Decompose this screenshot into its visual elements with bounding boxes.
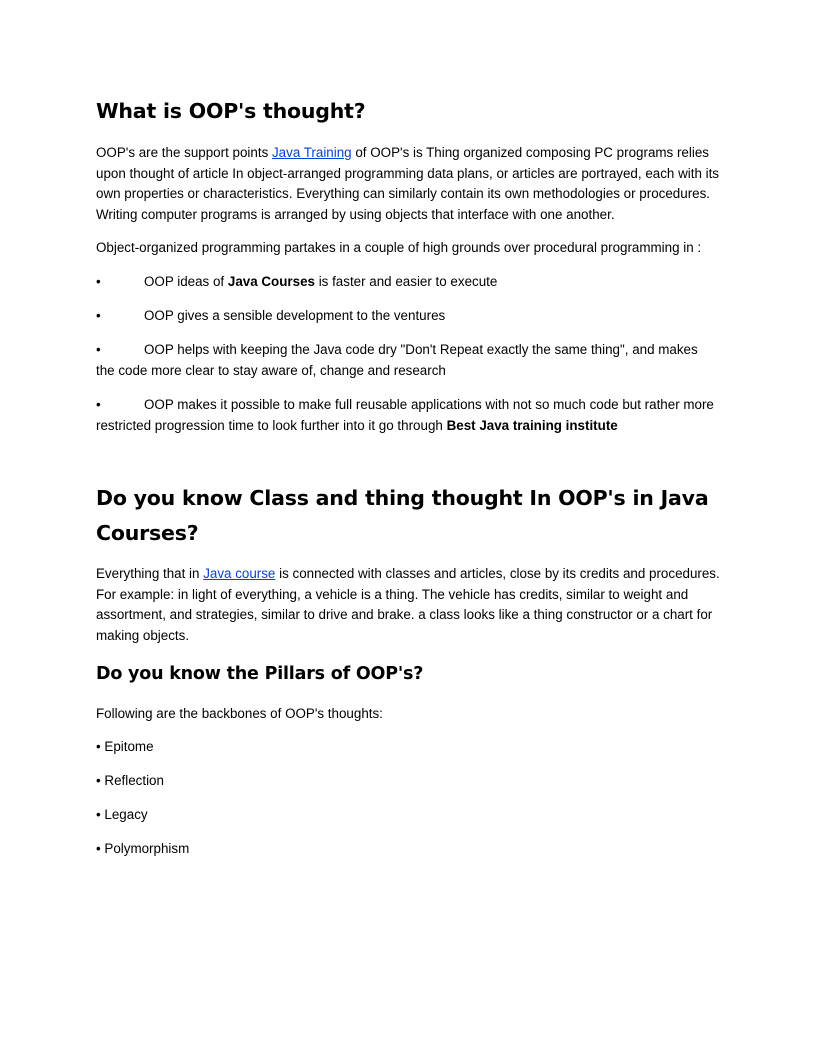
paragraph-text: of OOP's is Thing organized composing PC programs relies upon thought of article In object-arranged programming data plans, or articles are portrayed, each with its own properties or characteristics. Everything can similarly contain its own methodologies or procedures. Writing computer programs is arranged by using objects that interface with one another. <box>96 145 720 222</box>
bullet-symbol: • <box>96 274 101 289</box>
java-courses-bold: Java Courses <box>227 274 315 289</box>
bullet-symbol: • <box>96 397 101 412</box>
best-java-institute-bold: Best Java training institute <box>446 417 618 433</box>
paragraph-oop-intro <box>96 143 720 225</box>
heading-class-and-thing: Do you know Class and thing thought In OOP's in Java Courses? <box>96 486 709 545</box>
paragraph-text: Everything that in <box>96 566 204 581</box>
bullet-symbol: • <box>96 308 101 323</box>
list-item-text: OOP helps with keeping the Java code dry "Don't Repeat exactly the same thing", and makes the code more clear to stay aware of, change and research <box>96 342 698 378</box>
list-item-text: OOP makes it possible to make full reusable applications with not so much code but rather more restricted progression time to look further into it go through <box>96 397 714 433</box>
list-item-text: OOP gives a sensible development to the ventures <box>144 308 446 323</box>
list-item: • Polymorphism <box>96 841 190 856</box>
list-item: • Legacy <box>96 807 148 822</box>
list-item-text: OOP ideas of <box>144 274 228 289</box>
paragraph-advantages-intro: Object-organized programming partakes in a couple of high grounds over procedural programming in : <box>96 240 702 255</box>
paragraph-pillars-intro: Following are the backbones of OOP's thoughts: <box>96 706 383 721</box>
heading-oop-thought: What is OOP's thought? <box>96 99 366 123</box>
bullet-symbol: • <box>96 342 101 357</box>
list-item: • Epitome <box>96 739 154 754</box>
paragraph-text: OOP's are the support points <box>96 145 272 160</box>
java-training-link[interactable]: Java Training <box>271 145 352 160</box>
java-course-link[interactable]: Java course <box>203 566 276 581</box>
list-item <box>96 340 720 381</box>
heading-pillars: Do you know the Pillars of OOP's? <box>96 664 424 684</box>
list-item <box>96 306 720 327</box>
list-item: • Reflection <box>96 773 164 788</box>
paragraph-class-thing <box>96 564 720 646</box>
list-item <box>96 395 720 436</box>
paragraph-text: is connected with classes and articles, close by its credits and procedures. For example: in light of everything, a vehicle is a thing. The vehicle has credits, similar to weight and assortment, and strategies, similar to drive and brake. a class looks like a thing constructor or a chart for making objects. <box>96 566 720 643</box>
list-item <box>96 272 720 293</box>
list-item-text: is faster and easier to execute <box>314 274 498 289</box>
